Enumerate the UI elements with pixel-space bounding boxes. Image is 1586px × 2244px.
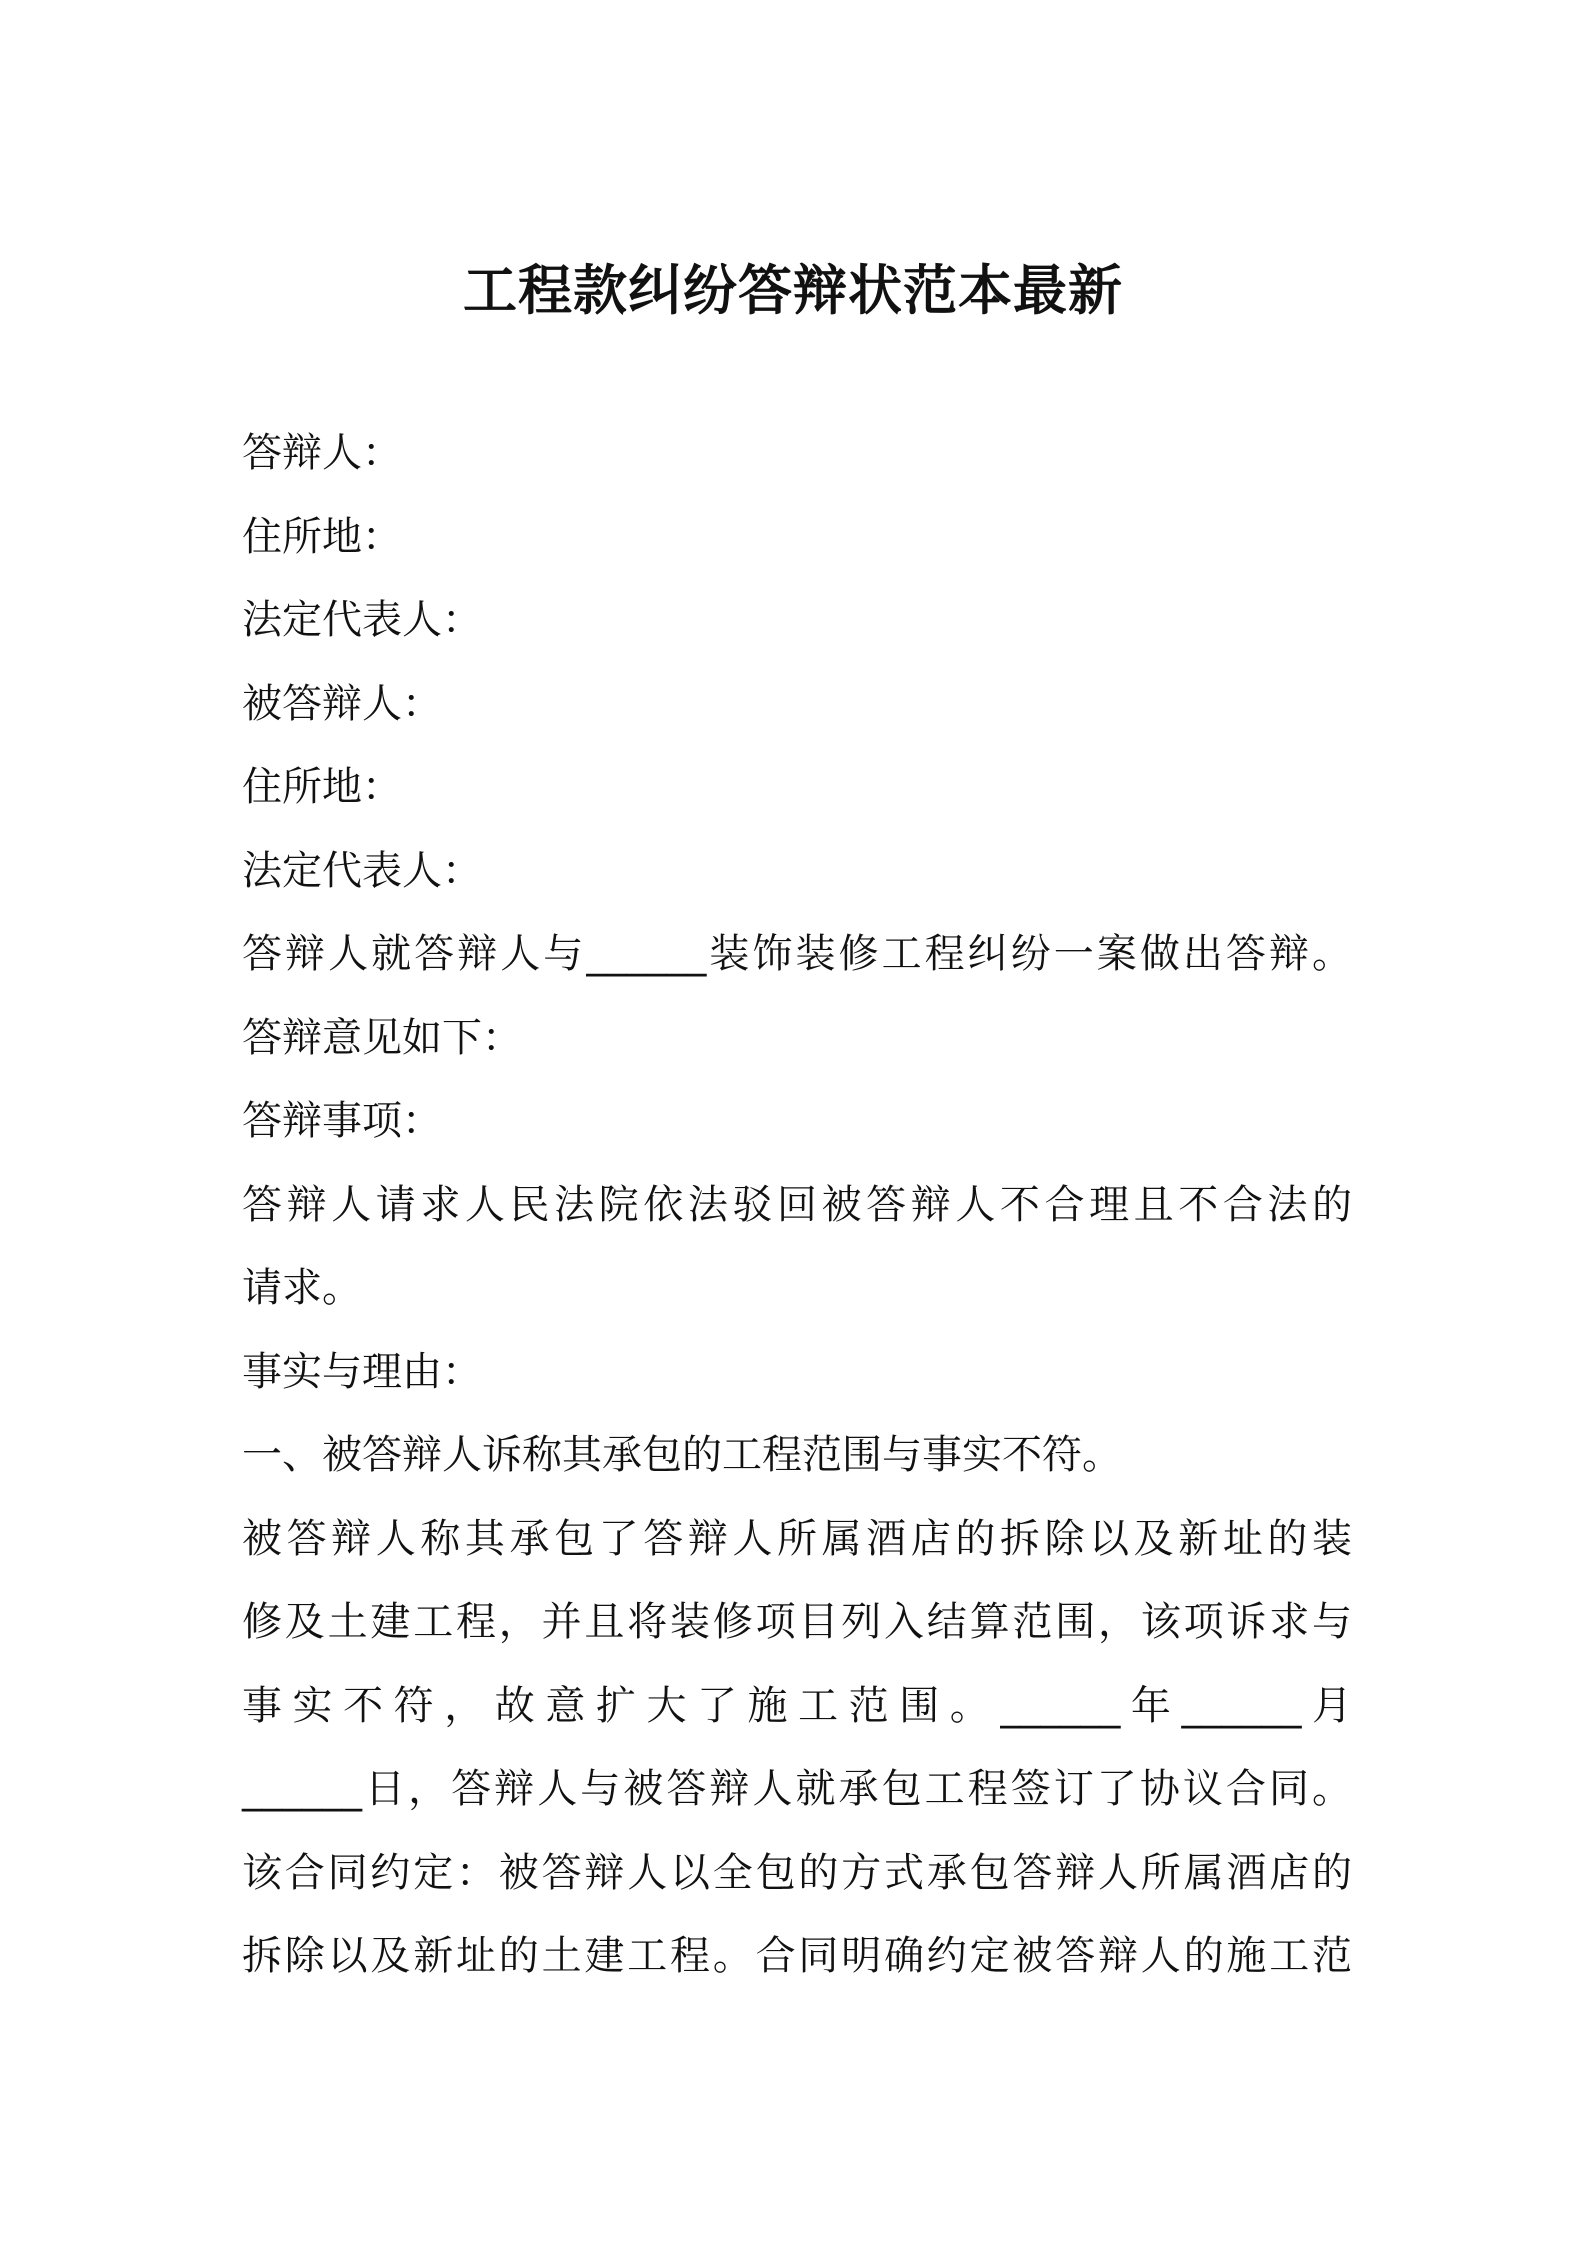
paragraph-line: 答辩人就答辩人与______装饰装修工程纠纷一案做出答辩。 <box>242 931 1352 977</box>
paragraph-line: 修及土建工程，并且将装修项目列入结算范围，该项诉求与 <box>242 1599 1352 1645</box>
paragraph-line: 答辩意见如下： <box>242 1014 522 1061</box>
paragraph-line: 被答辩人称其承包了答辩人所属酒店的拆除以及新址的装 <box>242 1515 1352 1562</box>
paragraph-line: ______日，答辩人与被答辩人就承包工程签订了协议合同。 <box>242 1766 1352 1812</box>
claimant-address-label: 住所地： <box>242 764 402 810</box>
respondent-legal-rep-label: 法定代表人： <box>242 597 482 643</box>
section-heading: 答辩事项： <box>242 1098 442 1144</box>
paragraph-line: 该合同约定：被答辩人以全包的方式承包答辩人所属酒店的 <box>242 1849 1352 1896</box>
claimant-label: 被答辩人： <box>242 680 442 727</box>
respondent-label: 答辩人： <box>242 430 402 476</box>
paragraph-line: 事实不符，故意扩大了施工范围。______年______月 <box>242 1682 1352 1729</box>
section-heading: 事实与理由： <box>242 1348 482 1395</box>
document-title: 工程款纠纷答辩状范本最新 <box>463 259 1123 322</box>
claimant-legal-rep-label: 法定代表人： <box>242 847 482 894</box>
respondent-address-label: 住所地： <box>242 513 402 560</box>
paragraph-line: 拆除以及新址的土建工程。合同明确约定被答辩人的施工范 <box>242 1933 1352 1979</box>
document-body <box>242 412 1352 1999</box>
subsection-heading: 一、被答辩人诉称其承包的工程范围与事实不符。 <box>242 1432 1122 1478</box>
paragraph-line: 答辩人请求人民法院依法驳回被答辩人不合理且不合法的 <box>242 1181 1352 1228</box>
paragraph-line: 请求。 <box>242 1265 362 1311</box>
